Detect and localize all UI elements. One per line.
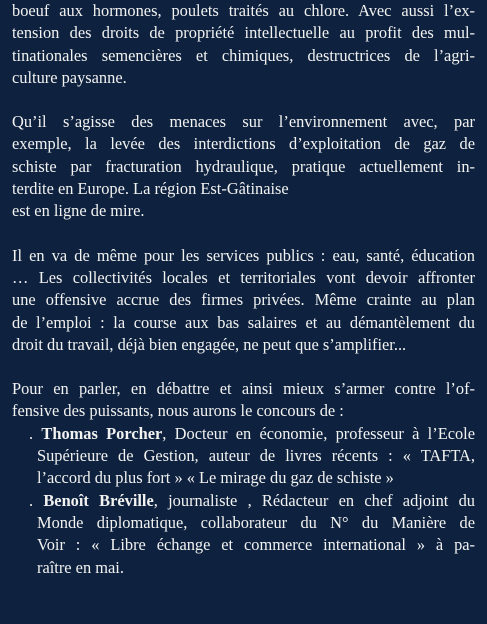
text-line: terdite en Europe. La région Est-Gâtinaise <box>12 179 289 199</box>
bullet-marker: . <box>29 423 42 443</box>
speaker-entry-benoit-breville <box>12 490 475 579</box>
paragraph-spacer <box>12 89 475 111</box>
text-line: boeuf aux hormones, poulets traités au chlore. Avec aussi l’ex- <box>12 1 475 20</box>
paragraph-spacer <box>12 223 475 245</box>
text-line: une offensive accrue des firmes privées. Même crainte au plan <box>12 290 475 310</box>
text-line: Voir : « Libre échange et commerce international » à pa- <box>37 535 475 555</box>
paragraph-speakers-intro <box>12 378 475 423</box>
speaker-description: , Docteur en économie, professeur à l’Ecole <box>162 423 476 443</box>
text-line: fensive des puissants, nous aurons le concours de : <box>12 401 344 421</box>
paragraph-trade-agreement <box>12 0 475 89</box>
text-line: Supérieure de Gestion, auteur de livres récents : « TAFTA, <box>37 446 475 466</box>
text-line: raître en mai. <box>37 557 124 577</box>
paragraph-spacer <box>12 356 475 378</box>
text-line: Il en va de même pour les services publics : eau, santé, éducation <box>12 245 475 265</box>
speaker-name: Thomas Porcher <box>41 423 163 443</box>
text-line: exemple, la levée des interdictions d’exploitation de gaz de <box>12 134 475 154</box>
speaker-name: Benoît Bréville <box>43 490 154 510</box>
paragraph-public-services <box>12 245 475 356</box>
bullet-marker: . <box>29 490 44 510</box>
speaker-description: , journaliste , Rédacteur en chef adjoint du <box>153 490 475 510</box>
text-line: l’accord du plus fort » « Le mirage du gaz de schiste » <box>37 468 394 488</box>
text-line: droit du travail, déjà bien engagée, ne peut que s’amplifier... <box>12 334 407 354</box>
text-line: tinationales semencières et chimiques, destructrices de l’agri- <box>12 45 475 65</box>
text-line: Qu’il s’agisse des menaces sur l’environnement avec, par <box>12 112 475 132</box>
text-line: schiste par fracturation hydraulique, pratique actuellement in- <box>12 156 475 176</box>
text-line: Pour en parler, en débattre et ainsi mieux s’armer contre l’of- <box>12 379 475 399</box>
text-line: … Les collectivités locales et territoriales vont devoir affronter <box>12 267 475 287</box>
text-line: tension des droits de propriété intellectuelle au profit des mul- <box>12 23 475 43</box>
text-line: culture paysanne. <box>12 67 127 87</box>
text-line: Monde diplomatique, collaborateur du N° du Manière de <box>37 512 475 532</box>
paragraph-environment <box>12 111 475 222</box>
text-line: est en ligne de mire. <box>12 201 145 221</box>
speaker-entry-thomas-porcher <box>12 423 475 490</box>
speaker-first-line <box>29 490 475 512</box>
text-line: de l’emploi : la course aux bas salaires et au démantèlement du <box>12 312 475 332</box>
speaker-first-line <box>29 423 476 445</box>
